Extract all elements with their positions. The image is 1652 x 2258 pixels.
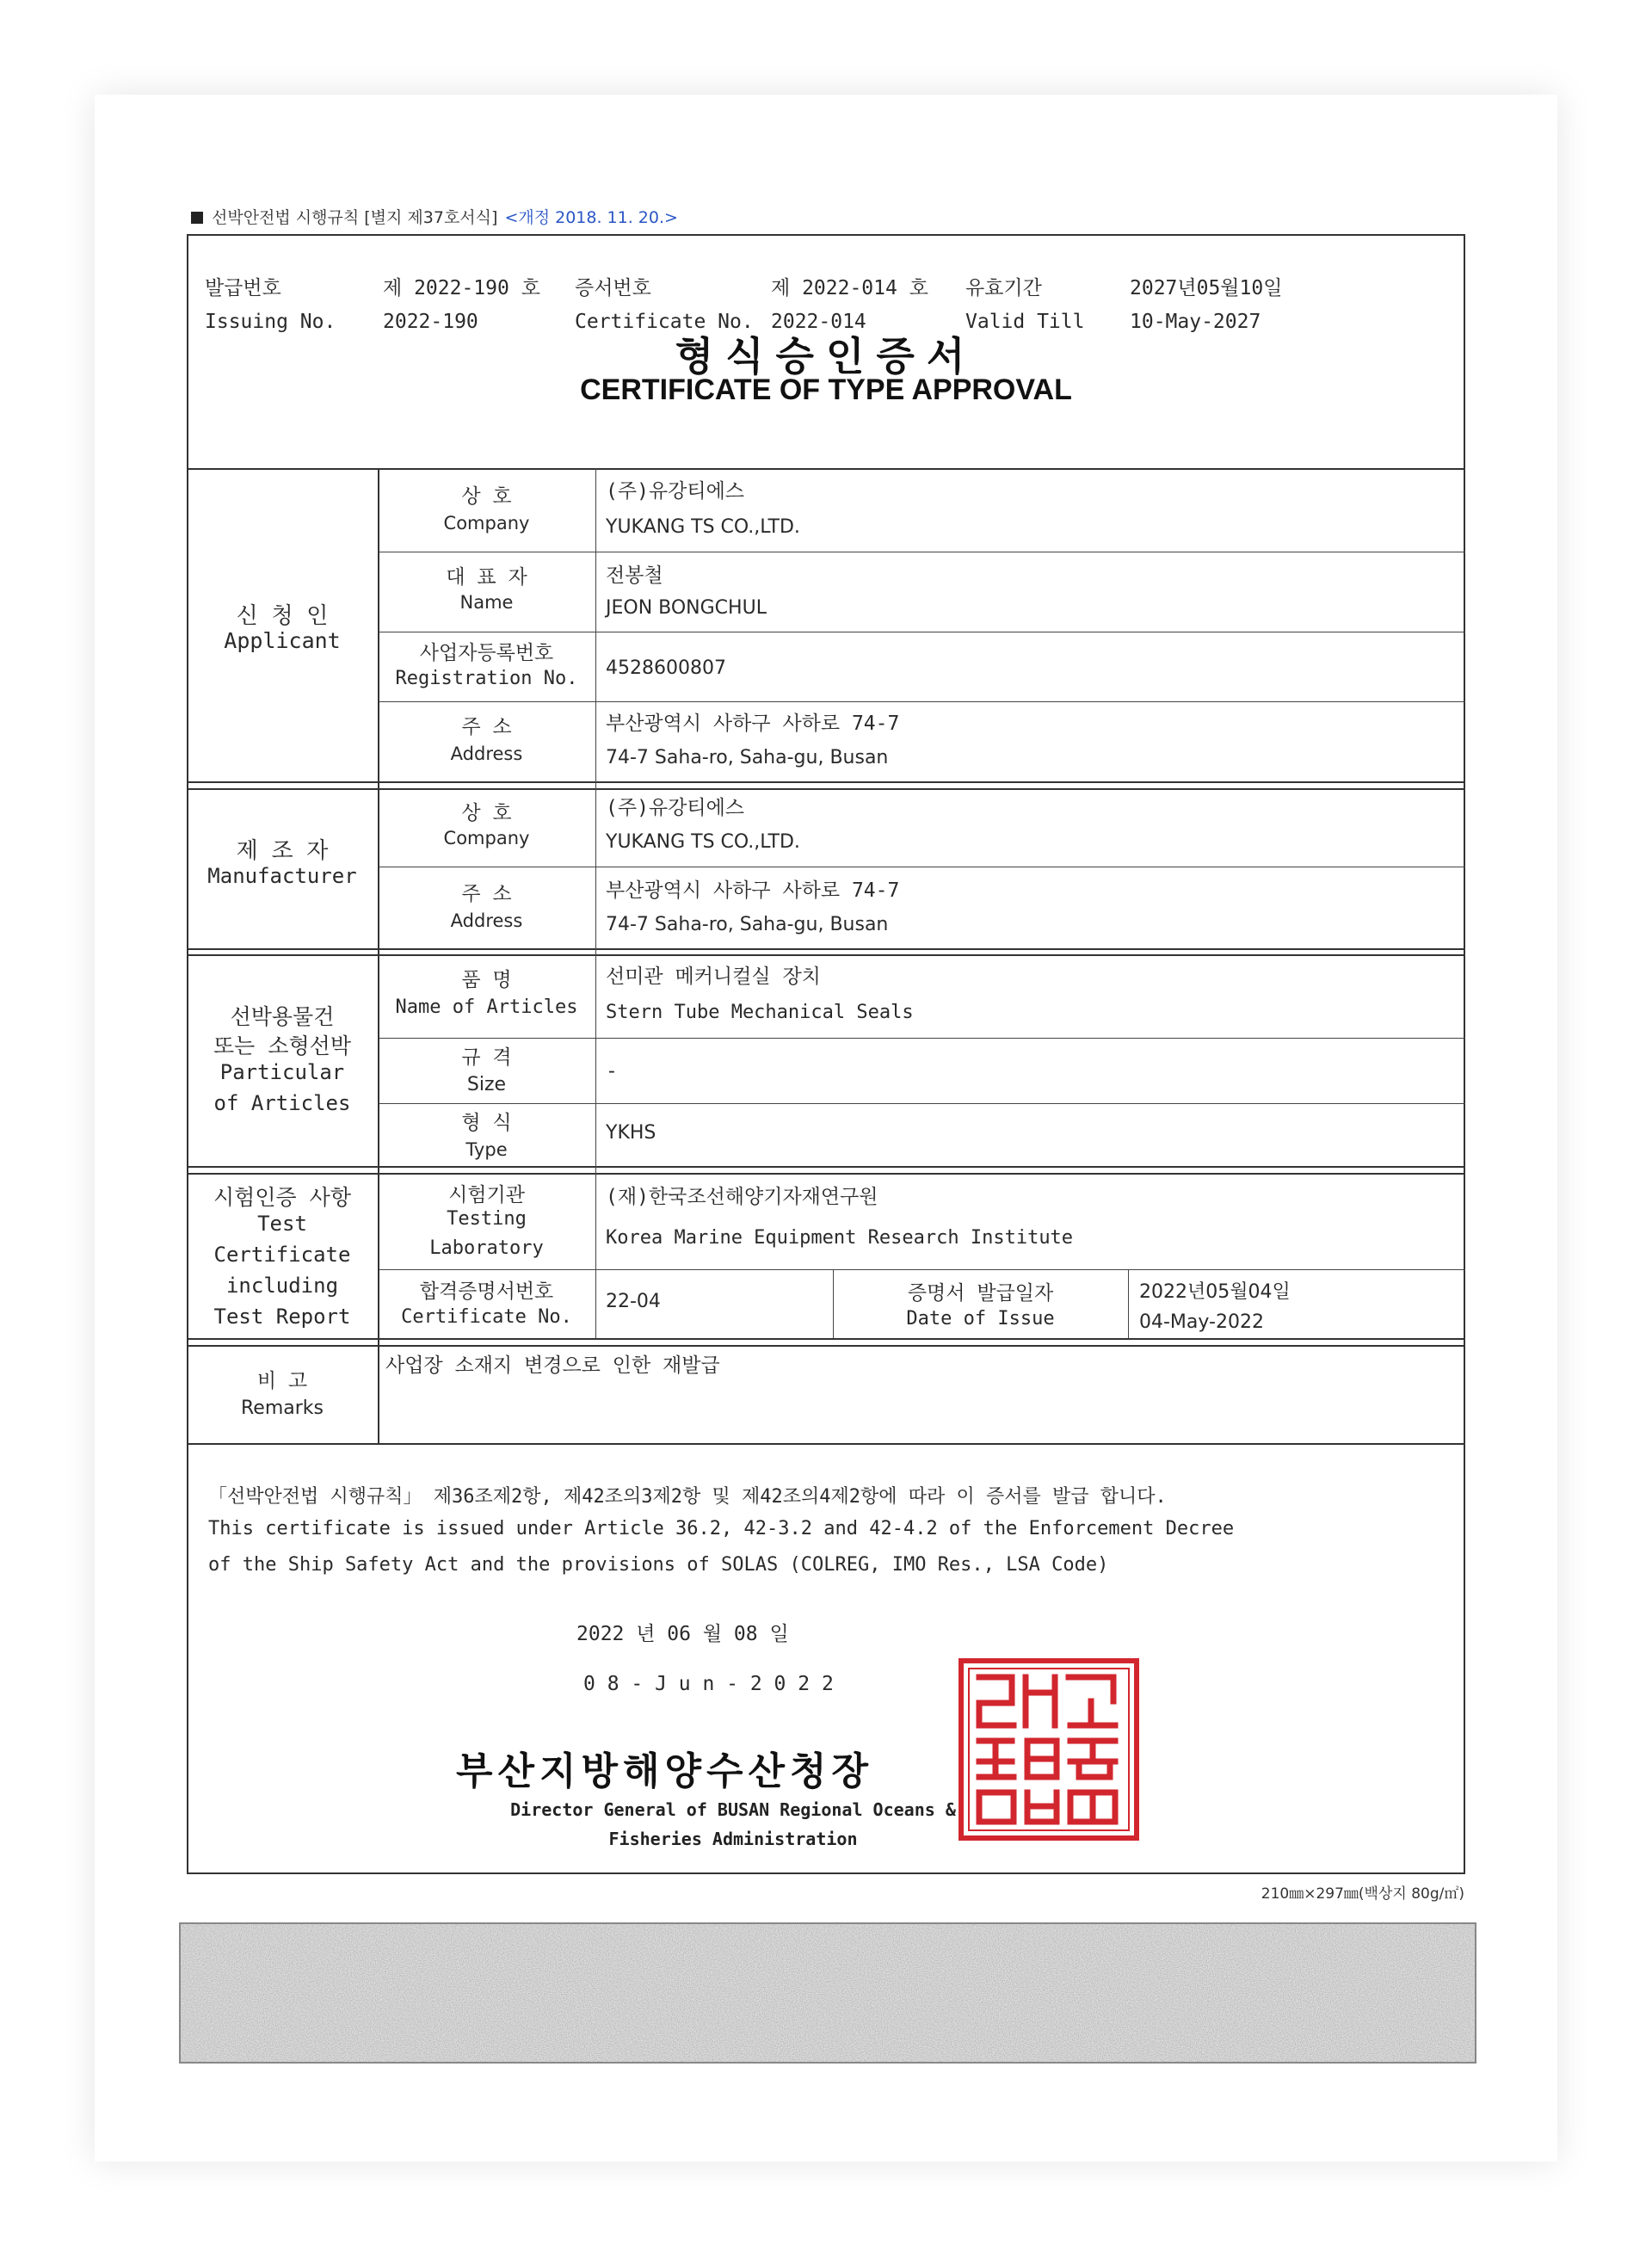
issue-date-korean: 2022 년 06 월 08 일 <box>576 1623 789 1645</box>
certificate-label-en: Certificate No. <box>575 311 754 333</box>
valid-until-en: 10-May-2027 <box>1130 311 1261 333</box>
applicant-representative-ko: 전봉철 <box>606 564 663 587</box>
valid-label-ko: 유효기간 <box>965 277 1042 299</box>
remarks-text: 사업장 소재지 변경으로 인한 재발급 <box>385 1354 720 1377</box>
paper-size-note: 210㎜×297㎜(백상지 80g/㎡) <box>1261 1885 1464 1903</box>
issue-date-english: 0 8 - J u n - 2 0 2 2 <box>583 1673 834 1695</box>
applicant-company-en: YUKANG TS CO.,LTD. <box>606 516 800 538</box>
certificate-sheet: 선박안전법 시행규칙 [별지 제37호서식] <개정 2018. 11. 20.> 발급번호 Issuing No. 제 2022-190 호 2022-190 증서번호 Certificate No. 제 2022-014 호 2022-014 유효기간 Valid Till 2027년05월10일 10-May-2027 형식승인증서 CERTIFICATE OF TYPE APPROVAL 신 청 인 Applicant 상 호 Company (주)유강티에스 YUKANG TS CO.,LTD. 대 표 자 Name 전봉철 JEON BONGCHUL 사업자등록번호 Registration No. 4528600807 주 소 Address 부산광역시 사하구 사하로 74-7 74-7 Saha-ro, Saha-gu, Busan 제 조 자 Manufacturer 상 호 Company (주)유강티에스 YUKANG TS CO.,LTD. 주 소 Address 부산광역시 사하구 사하로 74-7 74-7 Saha-ro, Saha-gu, Busan 선박용물건 또는 소형선박 Particular of Articles 품 명 Name of Articles 선미관 메커니컬실 장치 Stern Tube Mechanical Seals 규 격 Size - 형 식 Type YKHS 시험인증 사항 Test Certificate including Test Report 시험기관 Testing Laboratory (재)한국조선해양기자재연구원 Korea Marine Equipment Research Institute 합격증명서번호 Certificate No. 22-04 증명서 발급일자 Date of Issue 2022년05월04일 04-May-2022 비 고 Remarks 사업장 소재지 변경으로 인한 재발급 「선박안전법 시행규칙」 제36조제2항, 제42조의3제2항 및 제42조의4제2항에 따라 이 증서를 발급 합니다. This certificate is issued under Article 36.2, 42-3.2 and 42-4.2 of the Enforcement Decree of the Ship Safety Act and the provisions of SOLAS (COLREG, IMO Res., LSA Code) 2022 년 06 월 08 일 0 8 - J u n - 2 0 2 2 부산지방해양수산청장 Director General of BUSAN Regional Oceans & Fisheries Administration 210㎜×297㎜(백상지 80g/㎡) <box>95 95 1557 2162</box>
issuing-authority-ko: 부산지방해양수산청장 <box>456 1749 874 1793</box>
manufacturer-company-ko: (주)유강티에스 <box>606 797 745 819</box>
issuing-number-ko: 제 2022-190 호 <box>383 277 540 299</box>
statement-en-1: This certificate is issued under Article 36.2, 42-3.2 and 42-4.2 of the Enforcement Decree <box>208 1518 1235 1539</box>
article-name-en: Stern Tube Mechanical Seals <box>606 1002 914 1023</box>
issuing-authority-en: Director General of BUSAN Regional Oceans & Fisheries Administration <box>510 1799 956 1849</box>
security-pattern-strip <box>179 1922 1476 2064</box>
issue-date-en: 04-May-2022 <box>1139 1311 1264 1333</box>
applicant-label-en: Applicant <box>224 628 341 653</box>
issue-date-ko: 2022년05월04일 <box>1139 1281 1291 1303</box>
test-lab-en: Korea Marine Equipment Research Institute <box>606 1227 1074 1249</box>
form-note: 선박안전법 시행규칙 [별지 제37호서식] <개정 2018. 11. 20.> <box>191 205 678 228</box>
applicant-label-ko: 신 청 인 <box>236 603 329 629</box>
revision-note: <개정 2018. 11. 20.> <box>504 208 678 227</box>
certificate-number-ko: 제 2022-014 호 <box>771 277 928 299</box>
manufacturer-label-ko: 제 조 자 <box>236 838 329 864</box>
manufacturer-address-ko: 부산광역시 사하구 사하로 74-7 <box>606 879 900 902</box>
manufacturer-label-en: Manufacturer <box>207 864 357 888</box>
article-name-ko: 선미관 메커니컬실 장치 <box>606 966 821 988</box>
applicant-company-ko: (주)유강티에스 <box>606 480 745 503</box>
article-type: YKHS <box>606 1122 656 1144</box>
statement-ko: 「선박안전법 시행규칙」 제36조제2항, 제42조의3제2항 및 제42조의4제2항에 따라 이 증서를 발급 합니다. <box>208 1486 1167 1508</box>
certificate-number-en: 2022-014 <box>771 311 866 333</box>
article-size: - <box>606 1060 618 1083</box>
title-english: CERTIFICATE OF TYPE APPROVAL <box>580 373 1072 406</box>
square-bullet-icon <box>191 212 203 224</box>
test-lab-ko: (재)한국조선해양기자재연구원 <box>606 1186 878 1208</box>
official-seal-icon <box>959 1658 1139 1841</box>
title-korean: 형식승인증서 <box>675 333 977 379</box>
statement-en-2: of the Ship Safety Act and the provisions of SOLAS (COLREG, IMO Res., LSA Code) <box>208 1554 1109 1576</box>
manufacturer-address-en: 74-7 Saha-ro, Saha-gu, Busan <box>606 914 889 935</box>
applicant-address-ko: 부산광역시 사하구 사하로 74-7 <box>606 713 900 735</box>
issuing-label-en: Issuing No. <box>205 311 336 333</box>
valid-label-en: Valid Till <box>965 311 1085 333</box>
issuing-number-en: 2022-190 <box>383 311 478 333</box>
manufacturer-company-en: YUKANG TS CO.,LTD. <box>606 831 800 853</box>
registration-number: 4528600807 <box>606 657 726 679</box>
applicant-address-en: 74-7 Saha-ro, Saha-gu, Busan <box>606 747 889 768</box>
valid-until-ko: 2027년05월10일 <box>1130 277 1283 299</box>
applicant-representative-en: JEON BONGCHUL <box>606 597 767 619</box>
test-certificate-number: 22-04 <box>606 1291 661 1312</box>
issuing-label-ko: 발급번호 <box>205 277 281 299</box>
certificate-label-ko: 증서번호 <box>575 277 651 299</box>
